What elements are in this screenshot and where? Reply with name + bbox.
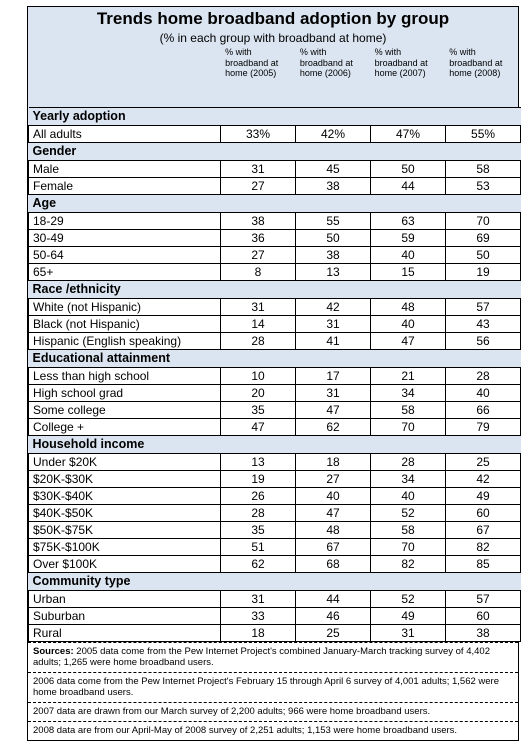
data-table <box>28 107 521 642</box>
table-cell: 40 <box>371 488 446 505</box>
table-cell: 19 <box>221 471 296 488</box>
table-row <box>29 505 521 522</box>
table-cell: 13 <box>296 264 371 281</box>
table-cell: 25 <box>296 625 371 642</box>
table-cell: 44 <box>296 591 371 608</box>
table-cell: 38 <box>296 178 371 195</box>
table-cell: 42% <box>296 126 371 143</box>
section-header: Educational attainment <box>29 350 521 368</box>
table-cell: 53 <box>446 178 521 195</box>
row-label: Over $100K <box>29 556 221 573</box>
table-cell: 55 <box>296 213 371 230</box>
table-row <box>29 608 521 625</box>
table-row <box>29 556 521 573</box>
table-cell: 47 <box>296 402 371 419</box>
column-header-2007: % with broadband at home (2007) <box>374 47 428 78</box>
row-label: Rural <box>29 625 221 642</box>
table-row <box>29 539 521 556</box>
note-lead: Sources: <box>33 646 74 657</box>
row-label: Black (not Hispanic) <box>29 316 221 333</box>
table-cell: 36 <box>221 230 296 247</box>
table-cell: 57 <box>446 299 521 316</box>
table-cell: 31 <box>221 591 296 608</box>
table-cell: 40 <box>371 247 446 264</box>
source-note <box>28 642 518 672</box>
note-text: 2006 data come from the Pew Internet Project's February 15 through April 6 survey of 4,001 adults; 1,562 were home broadband users. <box>33 676 499 698</box>
row-label: $40K-$50K <box>29 505 221 522</box>
table-cell: 51 <box>221 539 296 556</box>
table-title: Trends home broadband adoption by group <box>96 9 450 28</box>
table-cell: 34 <box>371 471 446 488</box>
section-header: Age <box>29 195 521 213</box>
table-row <box>29 625 521 642</box>
section-header-row <box>29 573 521 591</box>
table-cell: 38 <box>446 625 521 642</box>
table-cell: 28 <box>221 505 296 522</box>
table-cell: 67 <box>296 539 371 556</box>
table-subtitle: (% in each group with broadband at home) <box>159 31 387 45</box>
broadband-table-card <box>27 6 519 741</box>
table-cell: 63 <box>371 213 446 230</box>
table-row <box>29 333 521 350</box>
table-cell: 70 <box>371 539 446 556</box>
table-cell: 49 <box>446 488 521 505</box>
section-header: Community type <box>29 573 521 591</box>
table-cell: 14 <box>221 316 296 333</box>
table-cell: 35 <box>221 522 296 539</box>
table-cell: 31 <box>371 625 446 642</box>
row-label: 30-49 <box>29 230 221 247</box>
source-notes <box>28 642 518 740</box>
table-cell: 27 <box>296 471 371 488</box>
table-cell: 33 <box>221 608 296 625</box>
table-cell: 15 <box>371 264 446 281</box>
table-cell: 48 <box>296 522 371 539</box>
section-header-row <box>29 436 521 454</box>
section-header: Race /ethnicity <box>29 281 521 299</box>
table-cell: 17 <box>296 368 371 385</box>
table-cell: 33% <box>221 126 296 143</box>
table-cell: 58 <box>371 522 446 539</box>
table-row <box>29 230 521 247</box>
table-cell: 55% <box>446 126 521 143</box>
table-cell: 34 <box>371 385 446 402</box>
table-cell: 49 <box>371 608 446 625</box>
table-cell: 69 <box>446 230 521 247</box>
table-cell: 82 <box>446 539 521 556</box>
table-cell: 41 <box>296 333 371 350</box>
note-text: 2008 data are from our April-May of 2008 survey of 2,251 adults; 1,153 were home broadband users. <box>33 725 458 736</box>
table-cell: 28 <box>221 333 296 350</box>
table-row <box>29 126 521 143</box>
table-cell: 52 <box>371 591 446 608</box>
table-row <box>29 454 521 471</box>
table-cell: 18 <box>296 454 371 471</box>
table-cell: 40 <box>296 488 371 505</box>
row-label: 50-64 <box>29 247 221 264</box>
row-label: High school grad <box>29 385 221 402</box>
section-header-row <box>29 350 521 368</box>
table-cell: 60 <box>446 608 521 625</box>
table-cell: 44 <box>371 178 446 195</box>
table-cell: 47 <box>371 333 446 350</box>
section-header-row <box>29 281 521 299</box>
table-cell: 67 <box>446 522 521 539</box>
table-row <box>29 161 521 178</box>
row-label: 65+ <box>29 264 221 281</box>
table-cell: 21 <box>371 368 446 385</box>
table-cell: 50 <box>446 247 521 264</box>
table-cell: 70 <box>446 213 521 230</box>
table-cell: 45 <box>296 161 371 178</box>
table-cell: 47 <box>296 505 371 522</box>
table-cell: 59 <box>371 230 446 247</box>
row-label: Hispanic (English speaking) <box>29 333 221 350</box>
table-cell: 8 <box>221 264 296 281</box>
column-headers <box>28 47 518 107</box>
row-label: White (not Hispanic) <box>29 299 221 316</box>
table-cell: 60 <box>446 505 521 522</box>
table-cell: 25 <box>446 454 521 471</box>
row-label: $20K-$30K <box>29 471 221 488</box>
table-cell: 46 <box>296 608 371 625</box>
row-label: Some college <box>29 402 221 419</box>
table-cell: 26 <box>221 488 296 505</box>
note-text: 2005 data come from the Pew Internet Project's combined January-March tracking survey of 4,402 adults; 1,265 were home broadband users. <box>33 646 490 668</box>
section-header: Yearly adoption <box>29 108 521 126</box>
table-cell: 35 <box>221 402 296 419</box>
row-label: Urban <box>29 591 221 608</box>
table-cell: 42 <box>446 471 521 488</box>
row-label: 18-29 <box>29 213 221 230</box>
table-cell: 31 <box>221 299 296 316</box>
table-cell: 62 <box>221 556 296 573</box>
table-row <box>29 471 521 488</box>
table-cell: 27 <box>221 178 296 195</box>
table-cell: 50 <box>371 161 446 178</box>
table-cell: 20 <box>221 385 296 402</box>
section-header: Household income <box>29 436 521 454</box>
section-header-row <box>29 108 521 126</box>
section-header: Gender <box>29 143 521 161</box>
table-cell: 31 <box>296 385 371 402</box>
section-header-row <box>29 195 521 213</box>
row-label: $50K-$75K <box>29 522 221 539</box>
row-label: $75K-$100K <box>29 539 221 556</box>
table-cell: 19 <box>446 264 521 281</box>
table-cell: 68 <box>296 556 371 573</box>
table-cell: 70 <box>371 419 446 436</box>
table-row <box>29 402 521 419</box>
table-row <box>29 591 521 608</box>
table-cell: 40 <box>371 316 446 333</box>
row-label: Under $20K <box>29 454 221 471</box>
table-cell: 47% <box>371 126 446 143</box>
table-row <box>29 419 521 436</box>
table-row <box>29 368 521 385</box>
table-row <box>29 385 521 402</box>
table-row <box>29 264 521 281</box>
table-cell: 31 <box>221 161 296 178</box>
table-cell: 52 <box>371 505 446 522</box>
source-note <box>28 721 518 740</box>
table-cell: 42 <box>296 299 371 316</box>
row-label: Less than high school <box>29 368 221 385</box>
table-cell: 13 <box>221 454 296 471</box>
table-cell: 79 <box>446 419 521 436</box>
table-cell: 10 <box>221 368 296 385</box>
source-note <box>28 672 518 702</box>
table-cell: 82 <box>371 556 446 573</box>
table-row <box>29 522 521 539</box>
table-cell: 62 <box>296 419 371 436</box>
table-cell: 66 <box>446 402 521 419</box>
table-row <box>29 299 521 316</box>
table-cell: 18 <box>221 625 296 642</box>
table-cell: 28 <box>446 368 521 385</box>
section-header-row <box>29 143 521 161</box>
table-cell: 58 <box>371 402 446 419</box>
column-header-2006: % with broadband at home (2006) <box>299 47 353 78</box>
table-cell: 31 <box>296 316 371 333</box>
table-cell: 56 <box>446 333 521 350</box>
note-text: 2007 data are drawn from our March survey of 2,200 adults; 966 were home broadband users. <box>33 706 431 717</box>
table-cell: 47 <box>221 419 296 436</box>
table-cell: 38 <box>296 247 371 264</box>
table-cell: 27 <box>221 247 296 264</box>
row-label: Suburban <box>29 608 221 625</box>
column-header-2008: % with broadband at home (2008) <box>449 47 503 78</box>
table-row <box>29 213 521 230</box>
table-cell: 40 <box>446 385 521 402</box>
table-cell: 85 <box>446 556 521 573</box>
table-cell: 57 <box>446 591 521 608</box>
table-cell: 48 <box>371 299 446 316</box>
table-cell: 43 <box>446 316 521 333</box>
source-note <box>28 702 518 721</box>
table-row <box>29 316 521 333</box>
column-header-2005: % with broadband at home (2005) <box>225 47 279 78</box>
row-label: Female <box>29 178 221 195</box>
table-row <box>29 488 521 505</box>
table-cell: 58 <box>446 161 521 178</box>
table-cell: 38 <box>221 213 296 230</box>
table-row <box>29 178 521 195</box>
row-label: $30K-$40K <box>29 488 221 505</box>
row-label: College + <box>29 419 221 436</box>
table-cell: 28 <box>371 454 446 471</box>
row-label: All adults <box>29 126 221 143</box>
table-row <box>29 247 521 264</box>
table-cell: 50 <box>296 230 371 247</box>
row-label: Male <box>29 161 221 178</box>
